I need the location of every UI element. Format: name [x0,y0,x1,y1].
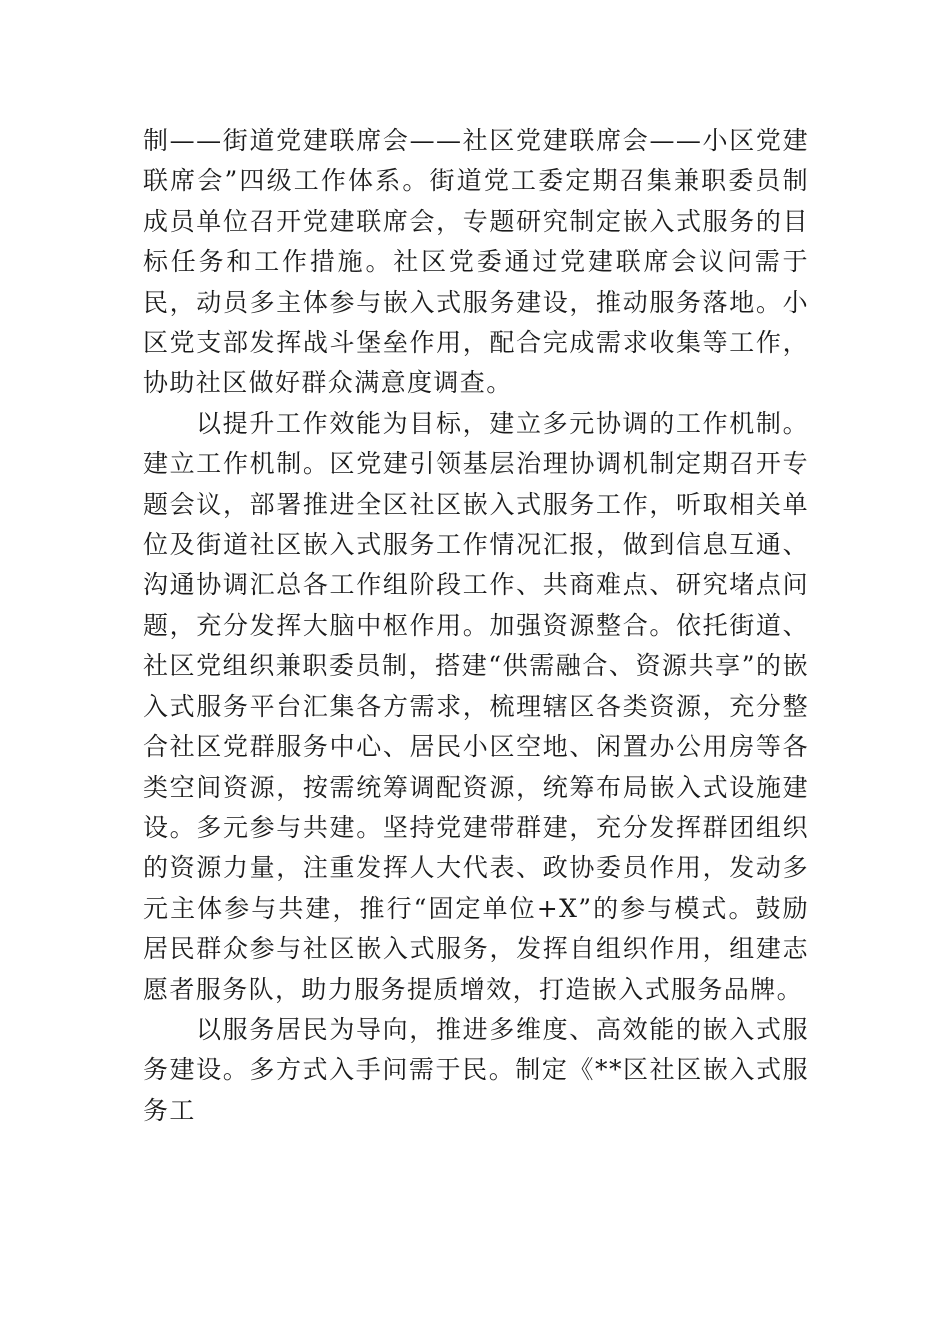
paragraph-2: 以提升工作效能为目标，建立多元协调的工作机制。建立工作机制。区党建引领基层治理协调机制定期召开专题会议，部署推进全区社区嵌入式服务工作，听取相关单位及街道社区嵌入式服务工作情况汇报，做到信息互通、沟通协调汇总各工作组阶段工作、共商难点、研究堵点问题，充分发挥大脑中枢作用。加强资源整合。依托街道、社区党组织兼职委员制，搭建“供需融合、资源共享”的嵌入式服务平台汇集各方需求，梳理辖区各类资源，充分整合社区党群服务中心、居民小区空地、闲置办公用房等各类空间资源，按需统筹调配资源，统筹布局嵌入式设施建设。多元参与共建。坚持党建带群建，充分发挥群团组织的资源力量，注重发挥人大代表、政协委员作用，发动多元主体参与共建，推行“固定单位+X”的参与模式。鼓励居民群众参与社区嵌入式服务，发挥自组织作用，组建志愿者服务队，助力服务提质增效，打造嵌入式服务品牌。 [143,408,809,1004]
paragraph-1: 制——街道党建联席会——社区党建联席会——小区党建联席会”四级工作体系。街道党工委定期召集兼职委员制成员单位召开党建联席会，专题研究制定嵌入式服务的目标任务和工作措施。社区党委通过党建联席会议问需于民，动员多主体参与嵌入式服务建设，推动服务落地。小区党支部发挥战斗堡垒作用，配合完成需求收集等工作，协助社区做好群众满意度调查。 [143,126,809,398]
document-body [143,121,809,1131]
paragraph-3: 以服务居民为导向，推进多维度、高效能的嵌入式服务建设。多方式入手问需于民。制定《**区社区嵌入式服务工 [143,1014,809,1125]
